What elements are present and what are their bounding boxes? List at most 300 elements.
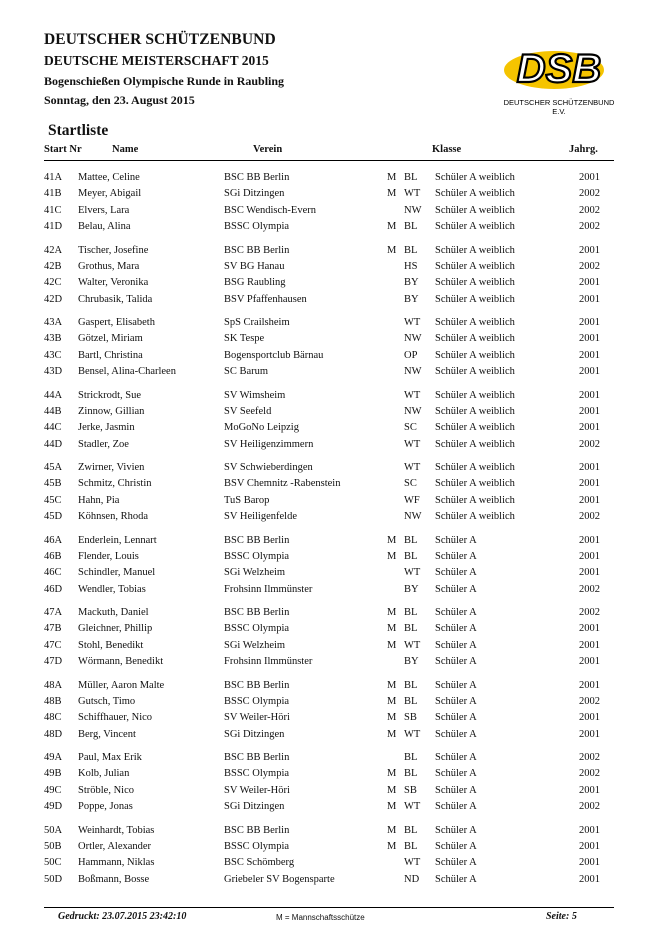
region-code: NW — [404, 405, 422, 417]
region-code: BL — [404, 534, 418, 546]
col-header-name: Name — [112, 144, 139, 155]
class-name: Schüler A weiblich — [435, 277, 515, 289]
birth-year: 2002 — [579, 260, 600, 272]
start-number: 42C — [44, 277, 62, 289]
athlete-name: Stohl, Benedikt — [78, 639, 144, 651]
club-name: SK Tespe — [224, 333, 265, 345]
athlete-name: Elvers, Lara — [78, 204, 130, 216]
athlete-name: Grothus, Mara — [78, 260, 140, 272]
class-name: Schüler A weiblich — [435, 221, 515, 233]
table-row — [0, 857, 662, 873]
region-code: BL — [404, 695, 418, 707]
start-number: 44B — [44, 405, 62, 417]
region-code: BL — [404, 172, 418, 183]
class-name: Schüler A weiblich — [435, 172, 515, 183]
table-row — [0, 785, 662, 801]
dsb-logo-subtitle: DEUTSCHER SCHÜTZENBUND E.V. — [503, 98, 615, 116]
birth-year: 2001 — [579, 172, 600, 183]
class-name: Schüler A weiblich — [435, 204, 515, 216]
birth-year: 2001 — [579, 873, 600, 885]
athlete-name: Schindler, Manuel — [78, 567, 156, 579]
team-marker: M — [387, 728, 397, 740]
start-number: 48D — [44, 728, 63, 740]
birth-year: 2002 — [579, 695, 600, 707]
table-row — [0, 752, 662, 768]
athlete-name: Köhnsen, Rhoda — [78, 511, 148, 523]
table-row — [0, 584, 662, 600]
region-code: HS — [404, 260, 418, 272]
club-name: SV Wimsheim — [224, 389, 286, 401]
team-marker: M — [387, 679, 397, 691]
class-name: Schüler A — [435, 728, 477, 740]
club-name: BSG Raubling — [224, 277, 286, 289]
class-name: Schüler A — [435, 639, 477, 651]
club-name: MoGoNo Leipzig — [224, 422, 299, 434]
table-row — [0, 768, 662, 784]
athlete-name: Hammann, Niklas — [78, 857, 155, 869]
club-name: BSSC Olympia — [224, 221, 290, 233]
region-code: WT — [404, 567, 421, 579]
birth-year: 2001 — [579, 639, 600, 651]
club-name: BSC BB Berlin — [224, 534, 290, 546]
class-name: Schüler A — [435, 857, 477, 869]
class-name: Schüler A weiblich — [435, 317, 515, 328]
birth-year: 2001 — [579, 784, 600, 796]
class-name: Schüler A — [435, 607, 477, 618]
class-name: Schüler A weiblich — [435, 366, 515, 378]
birth-year: 2001 — [579, 712, 600, 724]
athlete-name: Jerke, Jasmin — [78, 422, 135, 434]
region-code: NW — [404, 366, 422, 378]
table-row — [0, 245, 662, 261]
table-row — [0, 841, 662, 857]
region-code: SC — [404, 478, 417, 490]
table-row — [0, 825, 662, 841]
team-marker: M — [387, 534, 397, 546]
region-code: WT — [404, 438, 421, 450]
class-name: Schüler A — [435, 840, 477, 852]
class-name: Schüler A — [435, 768, 477, 780]
athlete-name: Boßmann, Bosse — [78, 873, 150, 885]
table-row — [0, 874, 662, 890]
start-number: 41A — [44, 172, 63, 183]
table-row — [0, 680, 662, 696]
class-name: Schüler A weiblich — [435, 478, 515, 490]
birth-year: 2002 — [579, 438, 600, 450]
start-number: 43D — [44, 366, 63, 378]
start-number: 47A — [44, 607, 63, 618]
region-code: WT — [404, 857, 421, 869]
birth-year: 2001 — [579, 277, 600, 289]
club-name: TuS Barop — [224, 494, 270, 506]
club-name: BSC Schömberg — [224, 857, 295, 869]
start-number: 46C — [44, 567, 62, 579]
birth-year: 2001 — [579, 422, 600, 434]
start-number: 42D — [44, 293, 63, 305]
table-row — [0, 640, 662, 656]
club-name: BSC BB Berlin — [224, 752, 290, 763]
table-row — [0, 696, 662, 712]
class-name: Schüler A weiblich — [435, 244, 515, 256]
dsb-logo — [500, 38, 618, 116]
table-row — [0, 261, 662, 277]
athlete-name: Müller, Aaron Malte — [78, 679, 165, 691]
region-code: WT — [404, 389, 421, 401]
birth-year: 2001 — [579, 728, 600, 740]
table-row — [0, 390, 662, 406]
athlete-name: Ortler, Alexander — [78, 840, 152, 852]
athlete-name: Schiffhauer, Nico — [78, 712, 153, 724]
class-name: Schüler A — [435, 752, 477, 763]
athlete-name: Götzel, Miriam — [78, 333, 143, 345]
start-number: 50B — [44, 840, 62, 852]
club-name: BSC BB Berlin — [224, 244, 290, 256]
birth-year: 2001 — [579, 840, 600, 852]
table-row — [0, 317, 662, 333]
class-name: Schüler A weiblich — [435, 511, 515, 523]
athlete-name: Walter, Veronika — [78, 277, 149, 289]
athlete-name: Zinnow, Gillian — [78, 405, 145, 417]
team-marker: M — [387, 840, 397, 852]
table-row — [0, 277, 662, 293]
region-code: BL — [404, 824, 418, 836]
birth-year: 2001 — [579, 550, 600, 562]
club-name: BSSC Olympia — [224, 840, 290, 852]
class-name: Schüler A weiblich — [435, 260, 515, 272]
birth-year: 2001 — [579, 478, 600, 490]
birth-year: 2001 — [579, 366, 600, 378]
table-row — [0, 729, 662, 745]
club-name: BSC BB Berlin — [224, 607, 290, 618]
athlete-name: Mackuth, Daniel — [78, 607, 149, 618]
start-number: 41B — [44, 188, 62, 200]
table-row — [0, 439, 662, 455]
athlete-name: Paul, Max Erik — [78, 752, 142, 763]
athlete-name: Stadler, Zoe — [78, 438, 129, 450]
team-marker: M — [387, 784, 397, 796]
start-number: 46D — [44, 583, 63, 595]
club-name: SGi Ditzingen — [224, 188, 285, 200]
start-number: 42A — [44, 244, 63, 256]
dsb-logo-graphic — [500, 38, 618, 98]
birth-year: 2001 — [579, 293, 600, 305]
team-marker: M — [387, 801, 397, 813]
athlete-name: Flender, Louis — [78, 550, 139, 562]
table-row — [0, 511, 662, 527]
birth-year: 2002 — [579, 607, 600, 618]
birth-year: 2002 — [579, 752, 600, 763]
start-number: 48B — [44, 695, 62, 707]
region-code: BL — [404, 550, 418, 562]
table-row — [0, 801, 662, 817]
table-row — [0, 333, 662, 349]
athlete-name: Hahn, Pia — [78, 494, 120, 506]
club-name: SpS Crailsheim — [224, 317, 290, 328]
class-name: Schüler A — [435, 623, 477, 635]
region-code: BL — [404, 623, 418, 635]
table-row — [0, 495, 662, 511]
table-row — [0, 535, 662, 551]
event-title: DEUTSCHE MEISTERSCHAFT 2015 — [44, 53, 269, 68]
athlete-name: Berg, Vincent — [78, 728, 136, 740]
birth-year: 2001 — [579, 244, 600, 256]
athlete-name: Weinhardt, Tobias — [78, 824, 155, 836]
athlete-name: Tischer, Josefine — [78, 244, 149, 256]
athlete-name: Zwirner, Vivien — [78, 462, 145, 473]
printed-timestamp: Gedruckt: 23.07.2015 23:42:10 — [58, 911, 187, 922]
birth-year: 2002 — [579, 801, 600, 813]
athlete-name: Mattee, Celine — [78, 172, 140, 183]
col-header-class: Klasse — [432, 144, 462, 155]
athlete-name: Gutsch, Timo — [78, 695, 136, 707]
club-name: Bogensportclub Bärnau — [224, 349, 324, 361]
athlete-name: Strickrodt, Sue — [78, 389, 141, 401]
region-code: BL — [404, 752, 418, 763]
region-code: OP — [404, 349, 418, 361]
start-number: 45A — [44, 462, 63, 473]
team-marker: M — [387, 768, 397, 780]
region-code: ND — [404, 873, 420, 885]
start-number: 49B — [44, 768, 62, 780]
team-marker: M — [387, 639, 397, 651]
birth-year: 2002 — [579, 188, 600, 200]
club-name: SGi Welzheim — [224, 639, 286, 651]
start-number: 49C — [44, 784, 62, 796]
start-number: 49A — [44, 752, 63, 763]
region-code: BY — [404, 277, 419, 289]
birth-year: 2001 — [579, 679, 600, 691]
start-number: 43A — [44, 317, 63, 328]
club-name: Frohsinn Ilmmünster — [224, 583, 313, 595]
table-row — [0, 607, 662, 623]
section-title: Startliste — [48, 122, 109, 139]
start-number: 46B — [44, 550, 62, 562]
region-code: BY — [404, 656, 419, 668]
org-title: DEUTSCHER SCHÜTZENBUND — [44, 31, 276, 48]
region-code: BY — [404, 583, 419, 595]
class-name: Schüler A — [435, 534, 477, 546]
start-number: 50D — [44, 873, 63, 885]
club-name: BSC Wendisch-Evern — [224, 204, 316, 216]
club-name: SV Heiligenzimmern — [224, 438, 314, 450]
start-number: 44D — [44, 438, 63, 450]
class-name: Schüler A — [435, 695, 477, 707]
start-number: 45B — [44, 478, 62, 490]
athlete-name: Belau, Alina — [78, 221, 131, 233]
team-marker: M — [387, 188, 397, 200]
club-name: BSSC Olympia — [224, 550, 290, 562]
start-number: 44A — [44, 389, 63, 401]
club-name: SGi Welzheim — [224, 567, 286, 579]
header-rule — [44, 160, 614, 161]
club-name: BSC BB Berlin — [224, 679, 290, 691]
birth-year: 2001 — [579, 389, 600, 401]
class-name: Schüler A — [435, 801, 477, 813]
col-header-start: Start Nr — [44, 144, 82, 155]
birth-year: 2001 — [579, 656, 600, 668]
table-row — [0, 221, 662, 237]
table-row — [0, 406, 662, 422]
table-row — [0, 462, 662, 478]
athlete-name: Ströble, Nico — [78, 784, 134, 796]
club-name: SV BG Hanau — [224, 260, 285, 272]
team-marker: M — [387, 712, 397, 724]
region-code: WT — [404, 188, 421, 200]
club-name: SGi Ditzingen — [224, 728, 285, 740]
start-number: 43B — [44, 333, 62, 345]
table-row — [0, 188, 662, 204]
table-row — [0, 551, 662, 567]
region-code: BY — [404, 293, 419, 305]
class-name: Schüler A weiblich — [435, 462, 515, 473]
region-code: BL — [404, 244, 418, 256]
birth-year: 2001 — [579, 623, 600, 635]
region-code: SB — [404, 712, 417, 724]
birth-year: 2002 — [579, 583, 600, 595]
region-code: WT — [404, 462, 421, 473]
team-marker: M — [387, 550, 397, 562]
birth-year: 2001 — [579, 349, 600, 361]
athlete-name: Kolb, Julian — [78, 768, 130, 780]
region-code: BL — [404, 768, 418, 780]
birth-year: 2001 — [579, 494, 600, 506]
class-name: Schüler A — [435, 656, 477, 668]
club-name: SV Heiligenfelde — [224, 511, 297, 523]
region-code: BL — [404, 840, 418, 852]
athlete-name: Schmitz, Christin — [78, 478, 152, 490]
club-name: BSC BB Berlin — [224, 172, 290, 183]
table-row — [0, 623, 662, 639]
team-legend: M = Mannschaftsschütze — [276, 913, 365, 922]
club-name: SV Weiler-Höri — [224, 784, 290, 796]
class-name: Schüler A weiblich — [435, 422, 515, 434]
region-code: WF — [404, 494, 420, 506]
start-number: 47B — [44, 623, 62, 635]
class-name: Schüler A — [435, 712, 477, 724]
region-code: SB — [404, 784, 417, 796]
table-row — [0, 366, 662, 382]
class-name: Schüler A weiblich — [435, 438, 515, 450]
birth-year: 2001 — [579, 462, 600, 473]
athlete-name: Chrubasik, Talida — [78, 293, 153, 305]
club-name: BSSC Olympia — [224, 623, 290, 635]
start-number: 50A — [44, 824, 63, 836]
table-row — [0, 478, 662, 494]
club-name: Frohsinn Ilmmünster — [224, 656, 313, 668]
birth-year: 2001 — [579, 857, 600, 869]
table-row — [0, 294, 662, 310]
region-code: WT — [404, 639, 421, 651]
class-name: Schüler A — [435, 824, 477, 836]
class-name: Schüler A weiblich — [435, 188, 515, 200]
class-name: Schüler A — [435, 567, 477, 579]
team-marker: M — [387, 607, 397, 618]
page-number: Seite: 5 — [546, 911, 577, 922]
club-name: BSV Pfaffenhausen — [224, 293, 307, 305]
club-name: SV Schwieberdingen — [224, 462, 313, 473]
birth-year: 2001 — [579, 534, 600, 546]
club-name: SV Weiler-Höri — [224, 712, 290, 724]
footer-rule — [44, 907, 614, 908]
table-row — [0, 656, 662, 672]
start-number: 44C — [44, 422, 62, 434]
club-name: BSSC Olympia — [224, 695, 290, 707]
class-name: Schüler A — [435, 550, 477, 562]
class-name: Schüler A weiblich — [435, 405, 515, 417]
class-name: Schüler A — [435, 784, 477, 796]
athlete-name: Bartl, Christina — [78, 349, 143, 361]
class-name: Schüler A weiblich — [435, 494, 515, 506]
team-marker: M — [387, 172, 397, 183]
class-name: Schüler A weiblich — [435, 333, 515, 345]
dsb-logo-text: DSB — [516, 47, 602, 91]
start-number: 43C — [44, 349, 62, 361]
region-code: WT — [404, 728, 421, 740]
start-number: 47C — [44, 639, 62, 651]
birth-year: 2001 — [579, 824, 600, 836]
table-row — [0, 422, 662, 438]
region-code: NW — [404, 204, 422, 216]
club-name: BSV Chemnitz -Rabenstein — [224, 478, 341, 490]
region-code: NW — [404, 333, 422, 345]
table-row — [0, 205, 662, 221]
region-code: WT — [404, 317, 421, 328]
birth-year: 2002 — [579, 221, 600, 233]
club-name: SGi Ditzingen — [224, 801, 285, 813]
region-code: NW — [404, 511, 422, 523]
region-code: BL — [404, 607, 418, 618]
team-marker: M — [387, 623, 397, 635]
class-name: Schüler A weiblich — [435, 349, 515, 361]
event-date: Sonntag, den 23. August 2015 — [44, 93, 195, 107]
birth-year: 2001 — [579, 405, 600, 417]
table-row — [0, 172, 662, 188]
start-number: 46A — [44, 534, 63, 546]
team-marker: M — [387, 695, 397, 707]
table-row — [0, 712, 662, 728]
start-number: 49D — [44, 801, 63, 813]
discipline-title: Bogenschießen Olympische Runde in Raubling — [44, 74, 285, 88]
club-name: SV Seefeld — [224, 405, 272, 417]
club-name: BSC BB Berlin — [224, 824, 290, 836]
athlete-name: Wörmann, Benedikt — [78, 656, 164, 668]
table-row — [0, 567, 662, 583]
club-name: BSSC Olympia — [224, 768, 290, 780]
club-name: Griebeler SV Bogensparte — [224, 873, 335, 885]
team-marker: M — [387, 824, 397, 836]
team-marker: M — [387, 221, 397, 233]
athlete-name: Gaspert, Elisabeth — [78, 317, 155, 328]
col-header-year: Jahrg. — [569, 144, 598, 155]
start-number: 48A — [44, 679, 63, 691]
start-number: 45D — [44, 511, 63, 523]
athlete-name: Poppe, Jonas — [78, 801, 133, 813]
class-name: Schüler A — [435, 583, 477, 595]
class-name: Schüler A weiblich — [435, 389, 515, 401]
start-number: 42B — [44, 260, 62, 272]
start-number: 48C — [44, 712, 62, 724]
col-header-club: Verein — [253, 144, 283, 155]
birth-year: 2001 — [579, 567, 600, 579]
club-name: SC Barum — [224, 366, 269, 378]
birth-year: 2002 — [579, 768, 600, 780]
region-code: BL — [404, 679, 418, 691]
start-number: 45C — [44, 494, 62, 506]
athlete-name: Meyer, Abigail — [78, 188, 142, 200]
birth-year: 2001 — [579, 333, 600, 345]
athlete-name: Enderlein, Lennart — [78, 534, 157, 546]
birth-year: 2001 — [579, 317, 600, 328]
